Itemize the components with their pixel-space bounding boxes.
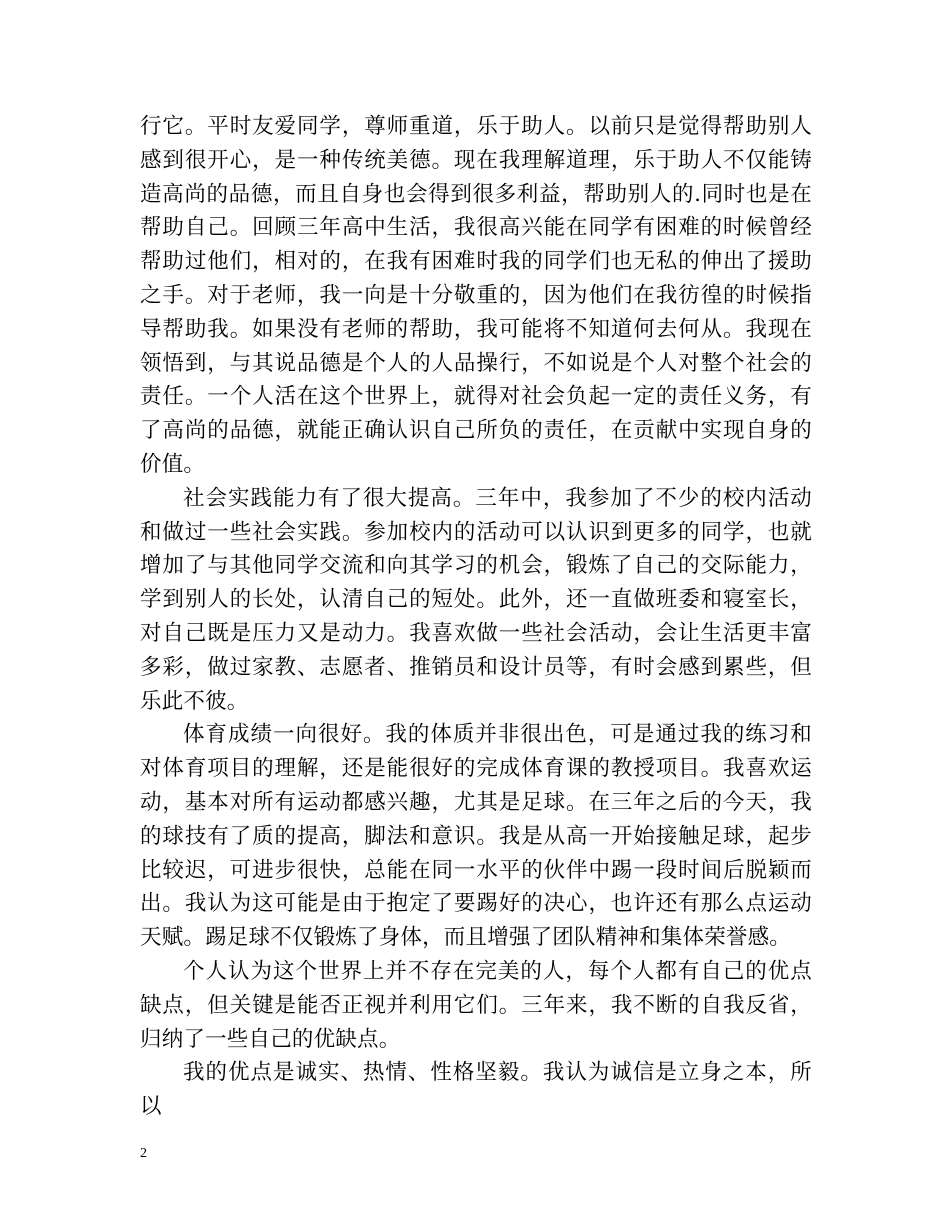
paragraph-sports: 体育成绩一向很好。我的体质并非很出色，可是通过我的练习和对体育项目的理解，还是能很好的完成体育课的教授项目。我喜欢运动，基本对所有运动都感兴趣，尤其是足球。在三年之后的今天，我的球技有了质的提高，脚法和意识。我是从高一开始接触足球，起步比较迟，可进步很快，总能在同一水平的伙伴中踢一段时间后脱颖而出。我认为这可能是由于抱定了要踢好的决心，也许还有那么点运动天赋。踢足球不仅锻炼了身体，而且增强了团队精神和集体荣誉感。 — [140, 722, 812, 951]
paragraph-strengths: 我的优点是诚实、热情、性格坚毅。我认为诚信是立身之本，所以 — [140, 1060, 812, 1120]
paragraph-social-practice: 社会实践能力有了很大提高。三年中，我参加了不少的校内活动和做过一些社会实践。参加校内的活动可以认识到更多的同学，也就增加了与其他同学交流和向其学习的机会，锻炼了自己的交际能力，学到别人的长处，认清自己的短处。此外，还一直做班委和寝室长，对自己既是压力又是动力。我喜欢做一些社会活动，会让生活更丰富多彩，做过家教、志愿者、推销员和设计员等，有时会感到累些，但乐此不彼。 — [140, 485, 812, 714]
paragraph-self-reflection: 个人认为这个世界上并不存在完美的人，每个人都有自己的优点缺点，但关键是能否正视并利用它们。三年来，我不断的自我反省，归纳了一些自己的优缺点。 — [140, 958, 812, 1052]
paragraph-conduct-continued: 行它。平时友爱同学，尊师重道，乐于助人。以前只是觉得帮助别人感到很开心，是一种传统美德。现在我理解道理，乐于助人不仅能铸造高尚的品德，而且自身也会得到很多利益，帮助别人的.同时也是在帮助自己。回顾三年高中生活，我很高兴能在同学有困难的时候曾经帮助过他们，相对的，在我有困难时我的同学们也无私的伸出了援助之手。对于老师，我一向是十分敬重的，因为他们在我彷徨的时候指导帮助我。如果没有老师的帮助，我可能将不知道何去何从。我现在领悟到，与其说品德是个人的人品操行，不如说是个人对整个社会的责任。一个人活在这个世界上，就得对社会负起一定的责任义务，有了高尚的品德，就能正确认识自己所负的责任，在贡献中实现自身的价值。 — [140, 114, 812, 477]
page-number: 2 — [140, 1146, 147, 1161]
body-text — [140, 110, 812, 1124]
